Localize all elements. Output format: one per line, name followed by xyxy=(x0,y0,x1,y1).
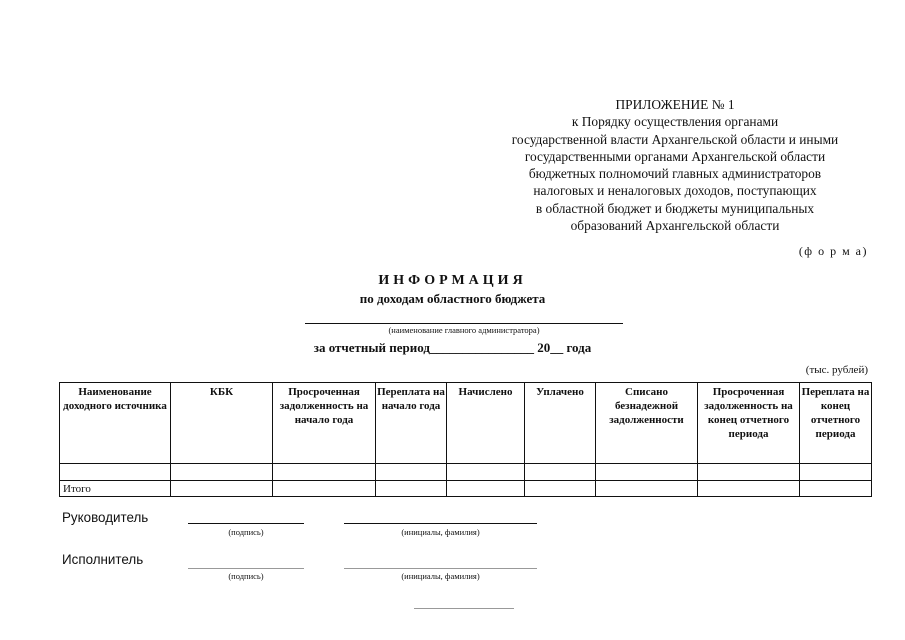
table-header-row xyxy=(60,383,872,464)
name-line-head xyxy=(344,523,537,524)
table-cell xyxy=(800,481,872,497)
income-table xyxy=(59,382,872,497)
signature-label-head: Руководитель xyxy=(62,510,149,525)
table-cell xyxy=(447,464,525,481)
signature-line-head xyxy=(188,523,304,524)
signature-caption: (подпись) xyxy=(228,527,264,537)
appendix-line: образований Архангельской области xyxy=(570,218,780,234)
table-cell xyxy=(596,481,698,497)
footnote-separator xyxy=(414,608,514,609)
signature-line-executor xyxy=(188,568,304,569)
name-line-executor xyxy=(344,568,537,569)
header-overdue-end: Просроченная задолженность на конец отчетного периода xyxy=(698,383,800,464)
table-cell xyxy=(171,481,273,497)
header-paid: Уплачено xyxy=(525,383,596,464)
form-label: (ф о р м а) xyxy=(798,244,868,258)
table-cell xyxy=(525,481,596,497)
signature-label-executor: Исполнитель xyxy=(62,552,144,567)
table-cell xyxy=(273,464,376,481)
units-label: (тыс. рублей) xyxy=(805,364,868,376)
header-overdue-start: Просроченная задолженность на начало года xyxy=(273,383,376,464)
header-kbk: КБК xyxy=(171,383,273,464)
table-cell xyxy=(60,464,171,481)
signature-caption: (подпись) xyxy=(228,571,264,581)
administrator-caption: (наименование главного администратора) xyxy=(388,325,540,335)
administrator-name-line xyxy=(305,323,623,324)
table-total-row xyxy=(60,481,872,497)
appendix-line: бюджетных полномочий главных администраторов xyxy=(528,166,822,182)
table-cell xyxy=(171,464,273,481)
table-row xyxy=(60,464,872,481)
header-accrued: Начислено xyxy=(447,383,525,464)
total-label: Итого xyxy=(60,481,171,497)
header-income-source: Наименование доходного источника xyxy=(60,383,171,464)
table-cell xyxy=(596,464,698,481)
document-title: ИНФОРМАЦИЯ xyxy=(378,273,527,288)
table-cell xyxy=(698,464,800,481)
name-caption: (инициалы, фамилия) xyxy=(401,527,480,537)
header-written-off: Списано безнадежной задолженности xyxy=(596,383,698,464)
table-cell xyxy=(273,481,376,497)
appendix-line: ПРИЛОЖЕНИЕ № 1 xyxy=(615,97,735,112)
table-cell xyxy=(376,481,447,497)
appendix-line: к Порядку осуществления органами xyxy=(571,114,779,130)
appendix-line: налоговых и неналоговых доходов, поступающих xyxy=(533,183,817,199)
name-caption: (инициалы, фамилия) xyxy=(401,571,480,581)
reporting-period-line: за отчетный период________________ 20__ года xyxy=(313,340,592,355)
appendix-block xyxy=(455,96,895,234)
header-overpayment-start: Переплата на начало года xyxy=(376,383,447,464)
appendix-line: государственными органами Архангельской области xyxy=(524,148,826,164)
table-cell xyxy=(447,481,525,497)
table-cell xyxy=(698,481,800,497)
appendix-line: государственной власти Архангельской области и иными xyxy=(511,131,839,147)
table-cell xyxy=(800,464,872,481)
appendix-line: в областной бюджет и бюджеты муниципальных xyxy=(535,200,815,216)
table-cell xyxy=(525,464,596,481)
document-subtitle: по доходам областного бюджета xyxy=(359,291,546,306)
header-overpayment-end: Переплата на конец отчетного периода xyxy=(800,383,872,464)
table-cell xyxy=(376,464,447,481)
